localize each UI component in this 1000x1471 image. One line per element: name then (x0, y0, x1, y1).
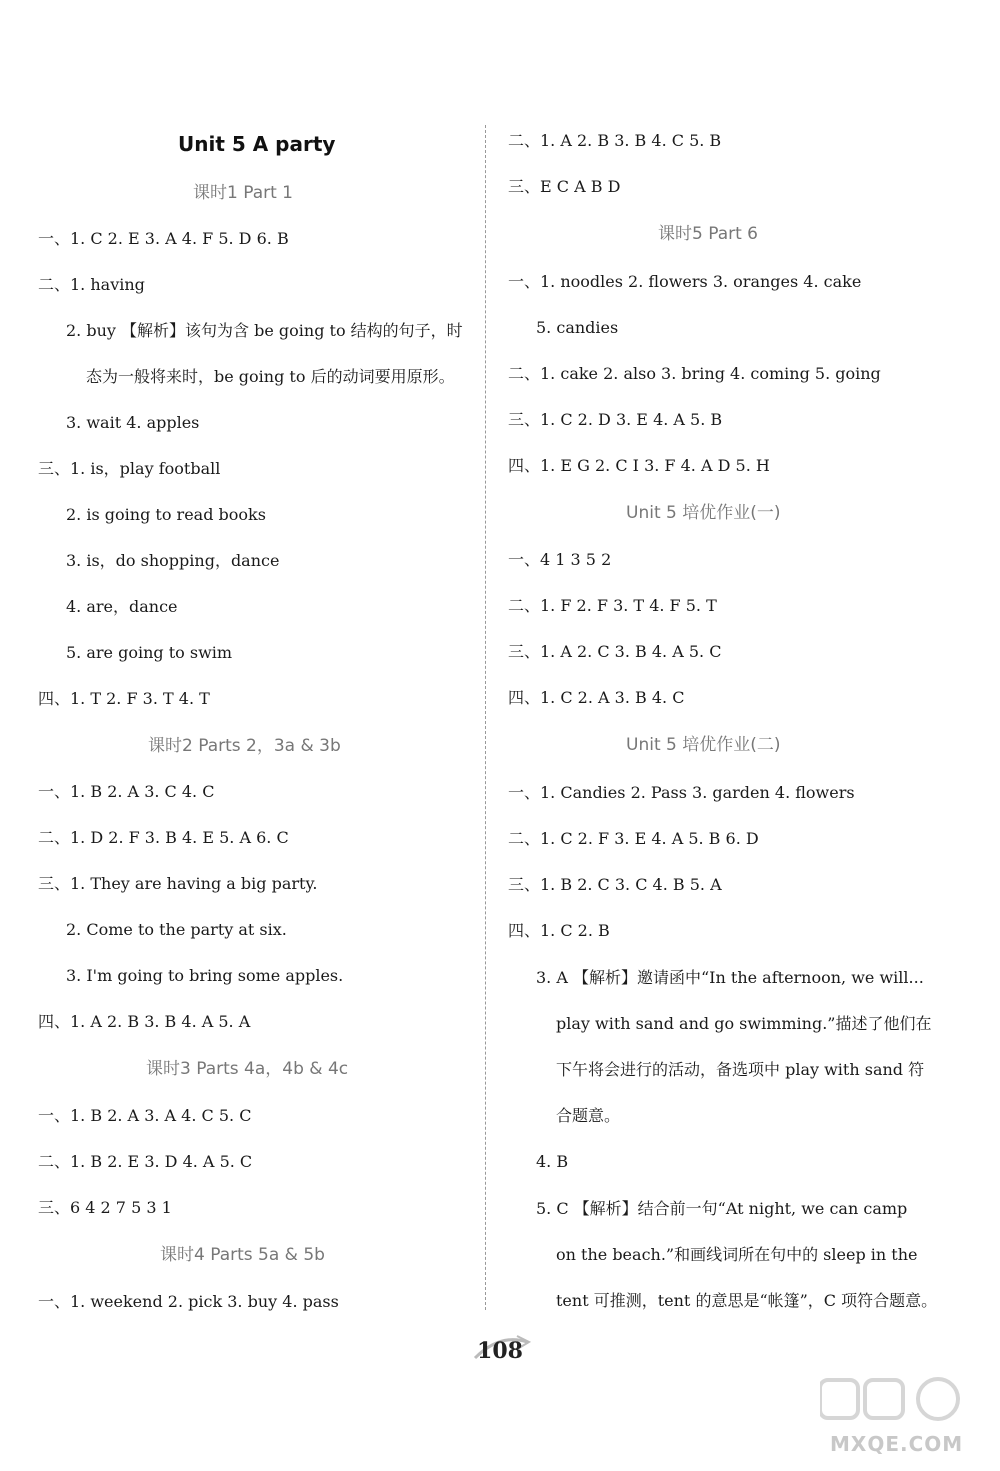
answer-line: 3. I'm going to bring some apples. (66, 966, 344, 985)
answer-line: 二、1. F 2. F 3. T 4. F 5. T (508, 596, 717, 615)
answer-line: 二、1. B 2. E 3. D 4. A 5. C (38, 1152, 253, 1171)
answer-line: tent 可推测，tent 的意思是“帐篷”，C 项符合题意。 (556, 1291, 938, 1310)
answer-line: 2. Come to the party at six. (66, 920, 287, 939)
answer-line: 三、1. is，play football (38, 459, 221, 478)
answer-line: 四、1. A 2. B 3. B 4. A 5. A (38, 1012, 251, 1031)
lesson-heading-3: 课时3 Parts 4a，4b & 4c (146, 1059, 349, 1079)
page-number: 108 (477, 1338, 523, 1364)
answer-line: 四、1. T 2. F 3. T 4. T (38, 689, 210, 708)
answer-line: 二、1. cake 2. also 3. bring 4. coming 5. going (508, 364, 881, 383)
answer-line: 5. candies (536, 318, 619, 337)
lesson-heading-4: 课时4 Parts 5a & 5b (160, 1245, 325, 1265)
watermark-text: MXQE.COM (830, 1432, 964, 1456)
answer-line: 合题意。 (556, 1106, 621, 1125)
answer-line: 3. wait 4. apples (66, 413, 200, 432)
answer-line: 2. buy 【解析】该句为含 be going to 结构的句子，时 (66, 321, 463, 340)
answer-line: 四、1. C 2. B (508, 921, 610, 940)
answer-line: 四、1. C 2. A 3. B 4. C (508, 688, 685, 707)
answer-line: 5. are going to swim (66, 643, 233, 662)
answer-line: 态为一般将来时，be going to 后的动词要用原形。 (86, 367, 455, 386)
answer-line: 5. C 【解析】结合前一句“At night, we can camp (536, 1199, 908, 1218)
answer-line: 下午将会进行的活动，备选项中 play with sand 符 (556, 1060, 925, 1079)
section-heading-7: Unit 5 培优作业(二) (626, 735, 781, 755)
unit-title: Unit 5 A party (178, 132, 336, 156)
answer-line: 4. B (536, 1152, 569, 1171)
answer-line: 一、1. noodles 2. flowers 3. oranges 4. cake (508, 272, 862, 291)
answer-line: 2. is going to read books (66, 505, 266, 524)
lesson-heading-2: 课时2 Parts 2，3a & 3b (148, 736, 341, 756)
answer-line: 一、4 1 3 5 2 (508, 550, 612, 569)
answer-line: 3. is，do shopping，dance (66, 551, 280, 570)
answer-line: 4. are，dance (66, 597, 178, 616)
answer-line: 三、6 4 2 7 5 3 1 (38, 1198, 172, 1217)
answer-line: 一、1. weekend 2. pick 3. buy 4. pass (38, 1292, 339, 1311)
section-heading-6: Unit 5 培优作业(一) (626, 503, 781, 523)
answer-line: 一、1. B 2. A 3. C 4. C (38, 782, 215, 801)
answer-line: 3. A 【解析】邀请函中“In the afternoon, we will... (536, 968, 924, 987)
answer-line: 二、1. C 2. F 3. E 4. A 5. B 6. D (508, 829, 759, 848)
answer-line: 一、1. Candies 2. Pass 3. garden 4. flowers (508, 783, 855, 802)
answer-line: play with sand and go swimming.”描述了他们在 (556, 1014, 932, 1033)
answer-line: 四、1. E G 2. C I 3. F 4. A D 5. H (508, 456, 770, 475)
answer-line: 三、1. They are having a big party. (38, 874, 318, 893)
answer-line: 一、1. C 2. E 3. A 4. F 5. D 6. B (38, 229, 289, 248)
answer-line: 三、1. C 2. D 3. E 4. A 5. B (508, 410, 723, 429)
answer-line: 二、1. having (38, 275, 145, 294)
answer-line: 一、1. B 2. A 3. A 4. C 5. C (38, 1106, 252, 1125)
answer-line: 三、1. B 2. C 3. C 4. B 5. A (508, 875, 722, 894)
answer-line: 三、E C A B D (508, 177, 621, 196)
lesson-heading-1: 课时1 Part 1 (193, 183, 293, 203)
answer-line: on the beach.”和画线词所在句中的 sleep in the (556, 1245, 918, 1264)
lesson-heading-5: 课时5 Part 6 (658, 224, 758, 244)
answer-line: 二、1. D 2. F 3. B 4. E 5. A 6. C (38, 828, 289, 847)
answer-line: 二、1. A 2. B 3. B 4. C 5. B (508, 131, 722, 150)
answer-line: 三、1. A 2. C 3. B 4. A 5. C (508, 642, 722, 661)
column-divider (485, 125, 486, 1310)
